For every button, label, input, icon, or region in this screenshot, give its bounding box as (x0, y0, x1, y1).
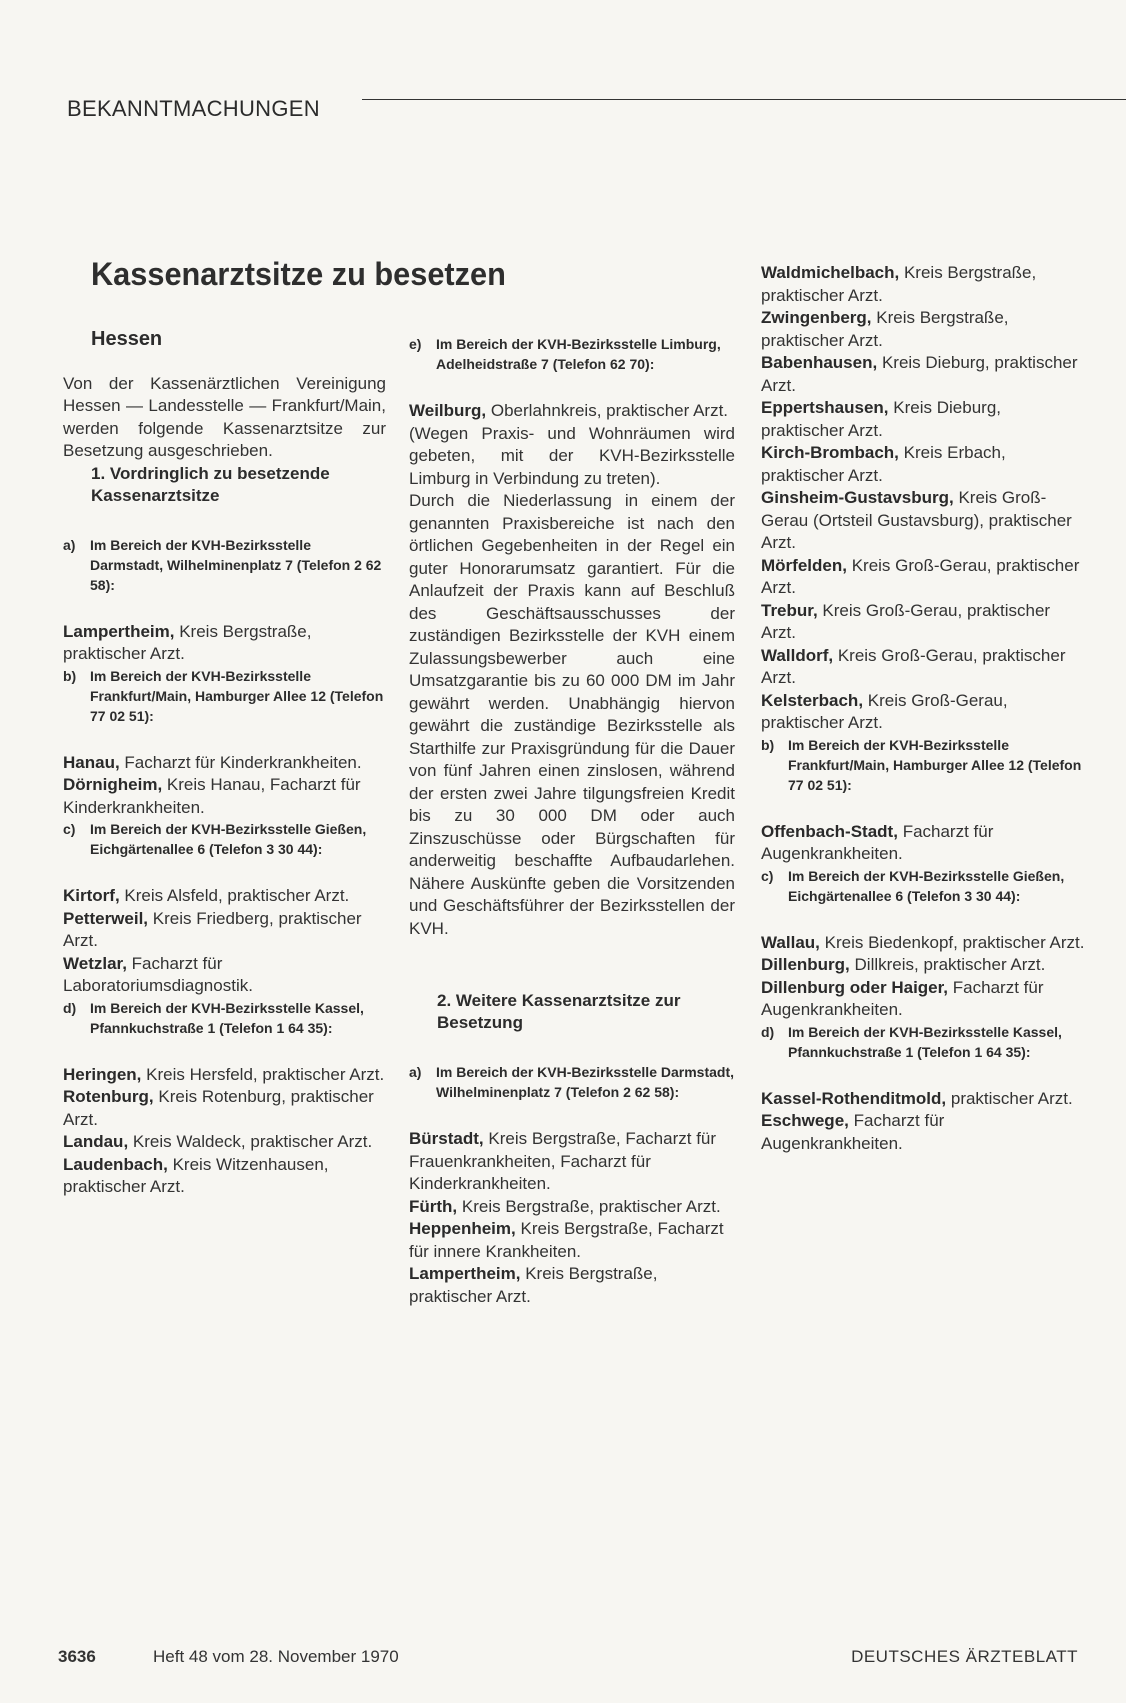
listing-entry (761, 977, 1086, 1022)
listing-place: Fürth, (409, 1196, 458, 1216)
listing-place: Babenhausen, (761, 353, 878, 372)
listing-desc: Kreis Alsfeld, praktischer Arzt. (124, 886, 350, 905)
office-label: d) (761, 1023, 775, 1040)
listing-desc: Facharzt für Augenkrankheiten. (761, 1111, 945, 1153)
office-label: b) (761, 736, 775, 753)
page-header (67, 96, 1087, 126)
listing-desc: Kreis Waldeck, praktischer Arzt. (132, 1132, 373, 1151)
office-label: e) (409, 336, 422, 352)
listing-place: Heringen, (63, 1064, 142, 1084)
listing-desc: Kreis Biedenkopf, praktischer Arzt. (824, 932, 1085, 952)
listing-place: Dörnigheim, (63, 775, 163, 794)
body-paragraph: Durch die Niederlassung in einem der genannten Praxisbereiche ist nach den örtlichen Gegebenheiten in der Regel ein guter Honorarumsatz garantiert. Für die Anlaufzeit der Praxis kann auf Beschluß des Geschäftsausschusses der zuständigen Bezirksstelle der KVH einem Zulassungsbewerber auch eine Umsatzgarantie bis zu 60 000 DM im Jahr gewährt werden. Unabhängig hiervon gewährt die zuständige Bezirksstelle als Starthilfe zur Praxisgründung für die Dauer von fünf Jahren einen zinslosen, während der ersten zwei Jahre tilgungsfreien Kredit bis zu 30 000 DM oder auch Zinszuschüsse oder Bürgschaften für anderweitig beschaffte Aufbaudarlehen. Nähere Auskünfte geben die Vorsitzenden und Geschäftsführer der Bezirksstellen der KVH. (409, 491, 735, 938)
listing-entry (761, 555, 1086, 600)
listing-desc: praktischer Arzt. (950, 1088, 1073, 1108)
office-text: Im Bereich der KVH-Bezirksstelle Darmstadt, Wilhelminenplatz 7 (Telefon 2 62 58): (90, 536, 382, 593)
listing-entry (761, 307, 1086, 352)
listing-desc: Kreis Dieburg, praktischer Arzt. (761, 353, 1078, 395)
listing-entry (63, 774, 386, 819)
office-text: Im Bereich der KVH-Bezirksstelle Frankfurt/Main, Hamburger Allee 12 (Telefon 77 02 51): (90, 667, 384, 724)
listing-place: Ginsheim-Gustavsburg, (761, 488, 954, 507)
page-number: 3636 (58, 1647, 96, 1666)
listing-place: Wallau, (761, 932, 820, 952)
section-heading-2: 2. Weitere Kassenarztsitze zur Besetzung (437, 991, 681, 1032)
listing-desc: Kreis Groß-Gerau, praktischer Arzt. (761, 645, 1066, 687)
listing-place: Petterweil, (63, 908, 149, 928)
listing-place: Kassel-Rothenditmold, (761, 1088, 947, 1108)
listing-desc: Kreis Groß-Gerau, praktischer Arzt. (761, 600, 1051, 642)
office-label: a) (409, 1064, 422, 1080)
listing-desc: Kreis Groß-Gerau, praktischer Arzt. (761, 555, 1080, 597)
listing-place: Rotenburg, (63, 1087, 154, 1106)
listing-entry (63, 1131, 386, 1154)
listing-desc: Kreis Dieburg, praktischer Arzt. (761, 398, 1001, 440)
listing-entry (761, 821, 1086, 866)
listing-entry (761, 442, 1086, 487)
listing-entry (761, 954, 1086, 977)
listing-desc: Kreis Hanau, Facharzt für Kinderkrankheiten. (63, 775, 361, 817)
listing-entry (761, 932, 1086, 955)
listing-entry (761, 262, 1086, 307)
listing-place: Eschwege, (761, 1111, 849, 1130)
office-block-frankfurt (63, 666, 386, 726)
listing-desc: Kreis Groß-Gerau, praktischer Arzt. (761, 690, 1008, 732)
listing-desc: Kreis Groß-Gerau (Ortsteil Gustavsburg), praktischer Arzt. (761, 488, 1072, 552)
listing-entry (409, 1196, 735, 1219)
office-text: Im Bereich der KVH-Bezirksstelle Frankfurt/Main, Hamburger Allee 12 (Telefon 77 02 51): (788, 736, 1082, 793)
office-text: Im Bereich der KVH-Bezirksstelle Kassel, Pfannkuchstraße 1 (Telefon 1 64 35): (90, 999, 364, 1036)
listing-desc: Dillkreis, praktischer Arzt. (854, 955, 1046, 974)
listing-entry (409, 1218, 735, 1263)
office-block-limburg (409, 334, 735, 374)
column-1 (63, 328, 386, 1199)
office-label: d) (63, 999, 77, 1016)
journal-name: DEUTSCHES ÄRZTEBLATT (851, 1647, 1078, 1666)
column-2 (409, 334, 735, 1308)
listing-desc: Kreis Erbach, praktischer Arzt. (761, 443, 1006, 485)
listing-place: Lampertheim, (409, 1264, 521, 1283)
listing-desc: Kreis Bergstraße, Facharzt für innere Krankheiten. (409, 1219, 724, 1261)
office-label: c) (63, 821, 76, 837)
listing-entry (761, 690, 1086, 735)
listing-entry (761, 645, 1086, 690)
section-heading-1: 1. Vordringlich zu besetzende Kassenarztsitze (91, 463, 330, 505)
listing-place: Waldmichelbach, (761, 263, 900, 282)
page-footer (58, 1647, 1078, 1671)
listing-place: Weilburg, (409, 401, 487, 420)
listing-place: Wetzlar, (63, 953, 127, 973)
listing-place: Mörfelden, (761, 555, 847, 575)
listing-entry (63, 1064, 386, 1087)
listing-entry (409, 1263, 735, 1308)
article-title: Kassenarztsitze zu besetzen (91, 256, 506, 292)
listing-entry (63, 621, 386, 666)
listing-desc: Kreis Friedberg, praktischer Arzt. (63, 908, 362, 950)
listing-entry (63, 953, 386, 998)
listing-desc: Oberlahnkreis, praktischer Arzt. (490, 401, 729, 420)
section-label: BEKANNTMACHUNGEN (67, 96, 320, 121)
listing-desc: Facharzt für Laboratoriumsdiagnostik. (63, 953, 253, 995)
office-text: Im Bereich der KVH-Bezirksstelle Limburg, Adelheidstraße 7 (Telefon 62 70): (436, 336, 721, 372)
listing-place: Kirch-Brombach, (761, 443, 899, 462)
listing-entry (761, 487, 1086, 555)
office-block-giessen (63, 819, 386, 859)
listing-desc: Facharzt für Augenkrankheiten. (761, 977, 1044, 1019)
listing-entry (761, 397, 1086, 442)
listing-place: Heppenheim, (409, 1219, 516, 1238)
listing-entry (761, 600, 1086, 645)
office-label: a) (63, 536, 76, 553)
office-label: c) (761, 867, 774, 884)
office-block-kassel-2 (761, 1022, 1086, 1062)
limburg-note: (Wegen Praxis- und Wohnräumen wird gebeten, mit der KVH-Bezirksstelle Limburg in Verbindung zu treten). (409, 423, 735, 488)
listing-place: Bürstadt, (409, 1129, 484, 1148)
listing-place: Laudenbach, (63, 1154, 168, 1174)
listing-desc: Facharzt für Kinderkrankheiten. (124, 752, 362, 772)
listing-desc: Kreis Hersfeld, praktischer Arzt. (146, 1064, 385, 1084)
listing-entry (63, 885, 386, 908)
office-text: Im Bereich der KVH-Bezirksstelle Kassel, Pfannkuchstraße 1 (Telefon 1 64 35): (788, 1023, 1062, 1060)
listing-desc: Facharzt für Augenkrankheiten. (761, 821, 994, 863)
listing-place: Zwingenberg, (761, 308, 872, 327)
listing-entry (63, 1086, 386, 1131)
listing-place: Eppertshausen, (761, 398, 889, 417)
listing-place: Offenbach-Stadt, (761, 821, 898, 841)
office-label: b) (63, 667, 77, 684)
region-heading: Hessen (91, 328, 163, 350)
listing-entry (409, 1128, 735, 1196)
column-3 (761, 262, 1086, 1155)
listing-place: Trebur, (761, 600, 818, 620)
office-text: Im Bereich der KVH-Bezirksstelle Gießen, Eichgärtenallee 6 (Telefon 3 30 44): (90, 821, 367, 857)
listing-entry (63, 1154, 386, 1199)
office-block-darmstadt (63, 535, 386, 595)
intro-paragraph: Von der Kassenärztlichen Vereinigung Hessen — Landesstelle — Frankfurt/Main, werden folgende Kassenarztsitze zur Besetzung ausgeschrieben. (63, 373, 386, 460)
listing-entry (63, 908, 386, 953)
listing-entry (761, 1110, 1086, 1155)
listing-place: Lampertheim, (63, 621, 175, 641)
listing-desc: Kreis Bergstraße, praktischer Arzt. (761, 308, 1009, 350)
listing-entry (761, 1088, 1086, 1111)
listing-place: Kelsterbach, (761, 690, 864, 710)
listing-desc: Kreis Witzenhausen, praktischer Arzt. (63, 1154, 329, 1196)
listing-desc: Kreis Bergstraße, praktischer Arzt. (461, 1196, 721, 1216)
listing-entry (63, 752, 386, 775)
listing-place: Dillenburg, (761, 955, 850, 974)
listing-place: Hanau, (63, 752, 120, 772)
office-block-kassel (63, 998, 386, 1038)
listing-desc: Kreis Rotenburg, praktischer Arzt. (63, 1087, 374, 1129)
issue-info: Heft 48 vom 28. November 1970 (153, 1647, 399, 1666)
header-rule (362, 99, 1126, 100)
listing-place: Kirtorf, (63, 886, 120, 905)
listing-desc: Kreis Bergstraße, praktischer Arzt. (409, 1264, 658, 1306)
listing-desc: Kreis Bergstraße, praktischer Arzt. (761, 263, 1037, 305)
listing-entry (409, 400, 735, 423)
listing-desc: Kreis Bergstraße, Facharzt für Frauenkrankheiten, Facharzt für Kinderkrankheiten. (409, 1129, 717, 1193)
listing-desc: Kreis Bergstraße, praktischer Arzt. (63, 621, 312, 663)
listing-entry (761, 352, 1086, 397)
office-block-darmstadt-2 (409, 1062, 735, 1102)
office-block-giessen-2 (761, 866, 1086, 906)
office-block-frankfurt-2 (761, 735, 1086, 795)
listing-place: Landau, (63, 1132, 129, 1151)
listing-place: Walldorf, (761, 645, 834, 665)
office-text: Im Bereich der KVH-Bezirksstelle Gießen, Eichgärtenallee 6 (Telefon 3 30 44): (788, 867, 1065, 904)
listing-place: Dillenburg oder Haiger, (761, 977, 949, 997)
office-text: Im Bereich der KVH-Bezirksstelle Darmstadt, Wilhelminenplatz 7 (Telefon 2 62 58): (436, 1064, 734, 1100)
